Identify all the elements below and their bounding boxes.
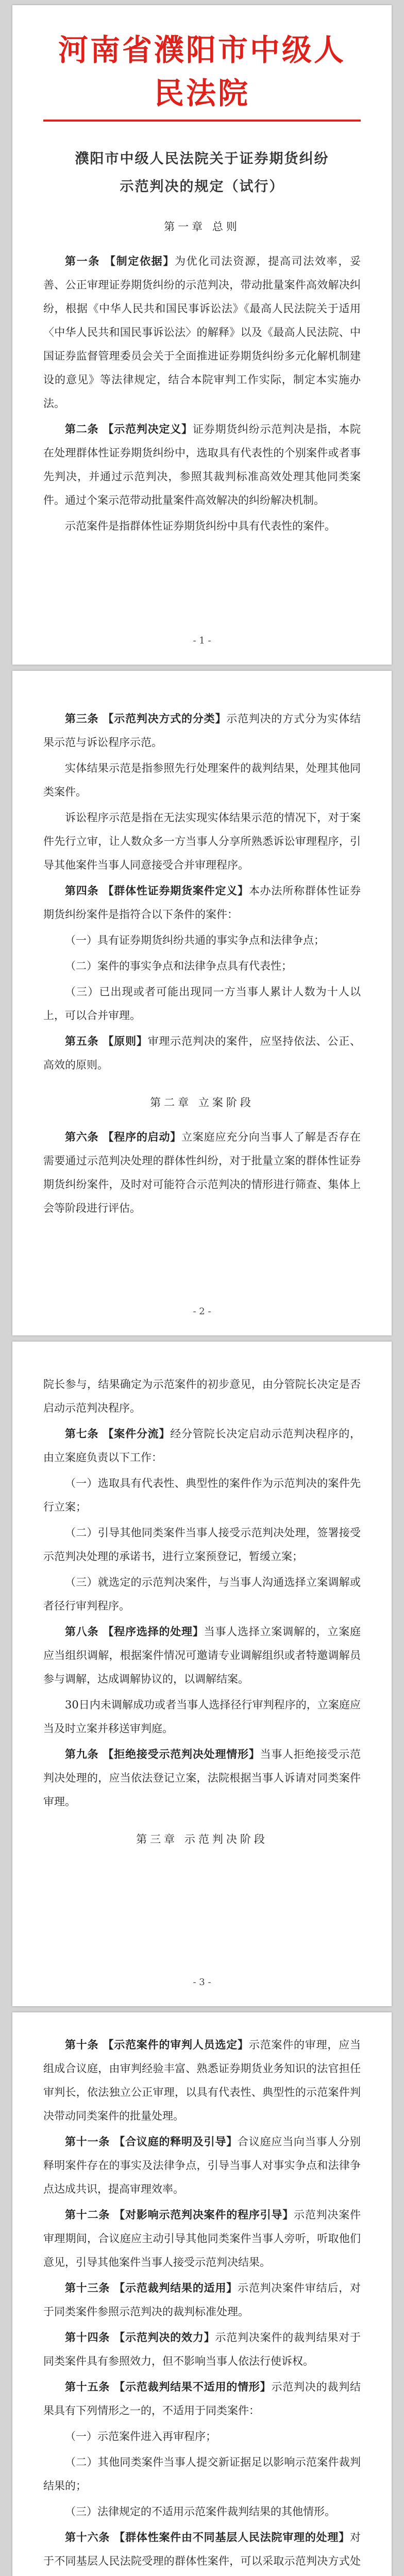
article-16: [43, 2526, 361, 2576]
article-15-label: 第十五条 【示范裁判结果不适用的情形】: [65, 2380, 272, 2393]
article-2-label: 第二条 【示范判决定义】: [65, 422, 193, 435]
article-10-label: 第十条 【示范案件的审判人员选定】: [65, 2038, 249, 2051]
article-1-text: 为优化司法资源，提高司法效率，妥善、公正审理证券期货纠纷的示范判决，带动批量案件高效解决纠纷，根据《中华人民共和国民事诉讼法》《最高人民法院关于适用〈中华人民共和国民事诉讼法〉的解释》以及《最高人民法院、中国证券监督管理委员会关于全面推进证券期货纠纷多元化解机制建设的意见》等法律规定，结合本院审判工作实际，制定本实施办法。: [43, 255, 361, 410]
article-3: [43, 707, 361, 754]
article-12-label: 第十二条 【对影响示范判决案件的程序引导】: [65, 2208, 294, 2221]
chapter-3-heading: 第三章 示范判决阶段: [136, 1833, 268, 1845]
red-divider: [43, 120, 361, 122]
article-2-text: 证券期货纠纷示范判决是指，本院在处理群体性证券期货纠纷中，选取具有代表性的个别案件或者事先判决，并通过示范判决，参照其裁判标准高效处理其他同类案件。通过个案示范带动批量案件高效解决的纠纷解决机制。: [43, 423, 361, 506]
page-1: [12, 5, 392, 665]
article-7-item-2: （二）引导其他同类案件当事人接受示范判决处理，签署接受示范判决处理的承诺书，进行立案预登记，暂缓立案；: [43, 1527, 361, 1563]
article-5-label: 第五条 【原则】: [65, 1035, 148, 1047]
article-4-item-2: （二）案件的事实争点和法律争点具有代表性；: [65, 960, 292, 972]
article-11-label: 第十一条 【合议庭的释明及引导】: [65, 2135, 238, 2148]
article-12-text: 示范判决案件审理期间，合议庭应主动引导其他同类案件当事人旁听，听取他们意见，引导其他案件当事人接受示范判决结果。: [43, 2209, 361, 2268]
article-8-text: 当事人选择立案调解的，立案庭应当组织调解，根据案件情况可邀请专业调解组织或者特邀调解员参与调解，达成调解协议的，以调解结案。: [43, 1625, 361, 1685]
article-8-p2: 30日内未调解成功或者当事人选择径行审判程序的，立案庭应当及时立案并移送审判庭。: [43, 1699, 361, 1735]
article-15-text: 示范判决的裁判结果具有下列情形之一的，不适用于同类案件：: [43, 2381, 361, 2417]
article-14-label: 第十四条 【示范判决的效力】: [65, 2331, 215, 2344]
article-13-label: 第十三条 【示范裁判结果的适用】: [65, 2281, 238, 2294]
article-3-label: 第三条 【示范判决方式的分类】: [65, 712, 227, 725]
article-15-item-1: （一）示范案件进入再审程序；: [65, 2430, 216, 2443]
document-title: [43, 145, 361, 201]
page-2: [12, 671, 392, 1335]
article-13-text: 示范判决案件审结后，对于同类案件参照示范判决的裁判标准处理。: [43, 2282, 361, 2318]
article-14: [43, 2326, 361, 2373]
article-3-p2: 实体结果示范是指参照先行处理案件的裁判结果，处理其他同类案件。: [43, 762, 361, 798]
article-15-item-3: （三）法律规定的不适用示范案件裁判结果的其他情形。: [65, 2505, 335, 2518]
article-1: [43, 249, 361, 415]
article-6-p2: 院长参与，结果确定为示范案件的初步意见，由分管院长决定是否启动示范判决程序。: [43, 1378, 361, 1414]
article-12: [43, 2203, 361, 2274]
article-3-text: 示范判决的方式分为实体结果示范与诉讼程序示范。: [43, 713, 361, 749]
article-7-item-3: （三）就选定的示范判决案件，与当事人沟通选择立案调解或者径行审判程序。: [43, 1576, 361, 1612]
article-7-text: 经分管院长决定启动示范判决程序的，由立案庭负责以下工作：: [43, 1428, 361, 1464]
chapter-2-heading: 第二章 立案阶段: [150, 1096, 254, 1109]
article-15: [43, 2375, 361, 2422]
article-3-p3: 诉讼程序示范是指在无法实现实体结果示范的情况下，对于案件先行立审，让人数众多一方当事人分享所熟悉诉讼审理程序，引导其他案件当事人同意接受合并审理程序。: [43, 811, 361, 871]
article-2: [43, 417, 361, 512]
article-8-label: 第八条 【程序选择的处理】: [65, 1625, 204, 1638]
article-9-label: 第九条 【拒绝接受示范判决处理情形】: [65, 1748, 260, 1760]
page-3: [12, 1342, 392, 2006]
article-5-text: 审理示范判决的案件，应坚持依法、公正、高效的原则。: [43, 1035, 361, 1071]
article-4-label: 第四条 【群体性证券期货案件定义】: [65, 884, 249, 897]
article-9: [43, 1742, 361, 1814]
article-5: [43, 1029, 361, 1077]
page-number-1: - 1 -: [193, 635, 211, 646]
article-7: [43, 1422, 361, 1469]
title-line-2: 示范判决的规定（试行）: [120, 179, 284, 195]
article-10: [43, 2033, 361, 2128]
article-10-text: 示范案件的审理，应当组成合议庭，由审判经验丰富、熟悉证券期货业务知识的法官担任审判长，依法独立公正审理，以具有代表性、典型性的示范案件判决带动同类案件的批量处理。: [43, 2039, 361, 2122]
article-6: [43, 1125, 361, 1220]
article-7-label: 第七条 【案件分流】: [65, 1427, 171, 1440]
page-number-2: - 2 -: [193, 1306, 211, 1317]
page-4: [12, 2012, 392, 2576]
chapter-1-heading: 第一章 总则: [164, 221, 240, 233]
article-14-text: 示范判决案件的裁判结果对于同类案件具有参照效力，但不影响当事人依法行使诉权。: [43, 2331, 361, 2367]
article-6-label: 第六条 【程序的启动】: [65, 1130, 182, 1143]
article-16-text: 对于不同基层人民法院受理的群体性案件，可以采取示范判决方式处: [43, 2531, 361, 2567]
page-number-3: - 3 -: [193, 1977, 211, 1988]
article-11: [43, 2130, 361, 2201]
article-4-text: 本办法所称群体性证券期货纠纷案件是指符合以下条件的案件：: [43, 885, 361, 921]
article-4-item-1: （一）具有证券期货纠纷共通的事实争点和法律争点；: [65, 934, 325, 946]
article-8: [43, 1620, 361, 1691]
article-6-text: 立案庭应充分向当事人了解是否存在需要通过示范判决处理的群体性纠纷，对于批量立案的群体性证券期货纠纷案件，及时对可能符合示范判决的情形进行筛查、集体上会等阶段进行评估。: [43, 1131, 361, 1214]
article-2-extra: 示范案件是指群体性证券期货纠纷中具有代表性的案件。: [65, 520, 335, 532]
article-15-item-2: （二）其他同类案件当事人提交新证据足以影响示范案件裁判结果的；: [43, 2456, 361, 2492]
article-1-label: 第一条 【制定依据】: [65, 255, 175, 267]
court-name-header: 河南省濮阳市中级人民法院: [58, 32, 346, 111]
article-16-label: 第十六条 【群体性案件由不同基层人民法院审理的处理】: [65, 2531, 350, 2544]
article-9-text: 当事人拒绝接受示范判决处理的，应当依法登记立案，法院根据当事人诉请对同类案件审理。: [43, 1748, 361, 1808]
article-4: [43, 879, 361, 926]
article-7-item-1: （一）选取具有代表性、典型性的案件作为示范判决的案件先行立案；: [43, 1477, 361, 1513]
article-13: [43, 2276, 361, 2324]
article-4-item-3: （三）已出现或者可能出现同一方当事人累计人数为十人以上，可以合并审理。: [43, 986, 361, 1022]
article-11-text: 合议庭应当向当事人分别释明案件存在的事实及法律争点，引导当事人对事实争点和法律争点达成共识，提高审理效率。: [43, 2136, 361, 2195]
title-line-1: 濮阳市中级人民法院关于证券期货纠纷: [75, 151, 329, 167]
